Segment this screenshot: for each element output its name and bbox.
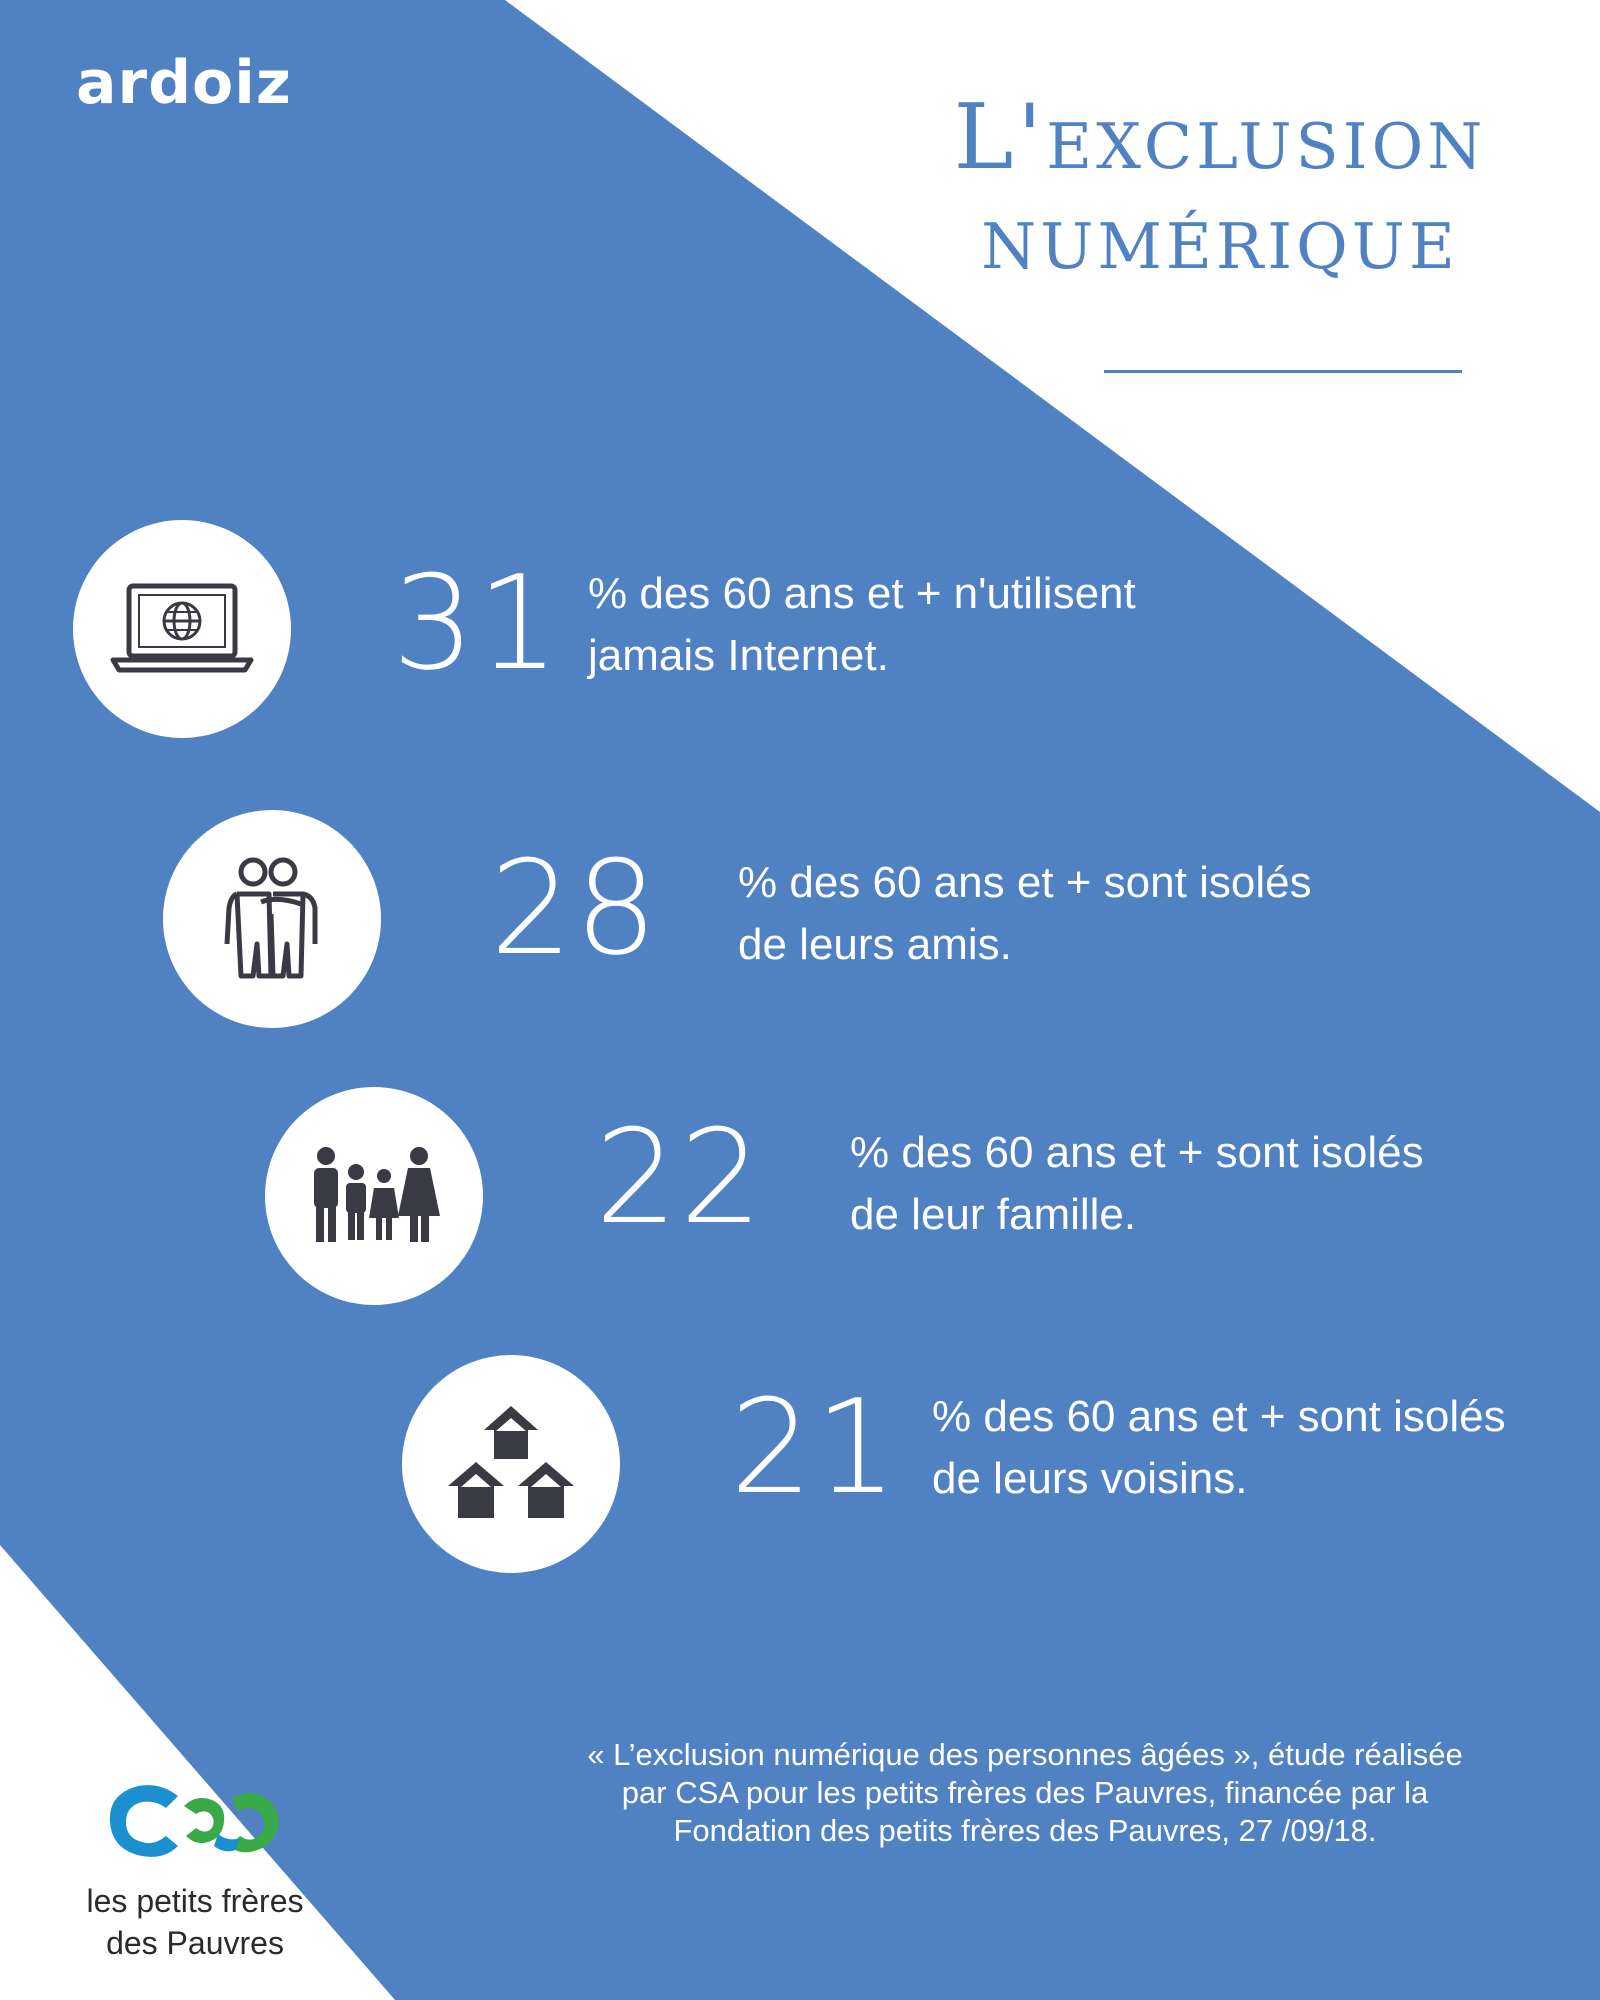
- stat-internet-text: [588, 563, 1348, 687]
- citation-line-3: Fondation des petits frères des Pauvres, 27 /09/18.: [673, 1813, 1377, 1848]
- stat-neighbors-text-line-1: % des 60 ans et + sont isolés: [932, 1392, 1506, 1441]
- page-title-line-2: numérique: [981, 185, 1459, 290]
- stat-friends-text-line-2: de leurs amis.: [738, 920, 1012, 969]
- stat-family-value: 22: [595, 1101, 765, 1253]
- organization-name-line-2: des Pauvres: [106, 1925, 284, 1961]
- stat-friends-value: 28: [490, 832, 660, 984]
- stat-internet-text-line-2: jamais Internet.: [588, 631, 889, 680]
- brand-logo: ardoiz: [76, 48, 292, 118]
- laptop-globe-icon: [107, 574, 257, 684]
- organization-name-line-1: les petits frères: [86, 1883, 304, 1919]
- organization-name: [50, 1880, 340, 1964]
- stat-family-text-line-1: % des 60 ans et + sont isolés: [850, 1128, 1424, 1177]
- friends-icon: [217, 854, 327, 984]
- stat-friends-text-line-1: % des 60 ans et + sont isolés: [738, 858, 1312, 907]
- page-title-line-1: L'exclusion: [953, 85, 1487, 190]
- stat-friends-icon-circle: [163, 810, 381, 1028]
- family-icon: [304, 1146, 444, 1246]
- stat-neighbors-text: [932, 1386, 1572, 1510]
- stat-neighbors-text-line-2: de leurs voisins.: [932, 1454, 1248, 1503]
- page-title: [900, 85, 1540, 290]
- citation-line-2: par CSA pour les petits frères des Pauvres, financée par la: [621, 1775, 1429, 1810]
- stat-friends-text: [738, 852, 1498, 976]
- stat-family-icon-circle: [265, 1087, 483, 1305]
- stat-neighbors-icon-circle: [402, 1355, 620, 1573]
- source-citation: [520, 1736, 1530, 1850]
- title-divider: [1104, 370, 1462, 373]
- citation-line-1: « L’exclusion numérique des personnes âgées », étude réalisée: [587, 1737, 1463, 1772]
- stat-internet-value: 31: [392, 547, 562, 699]
- petits-freres-logo: [100, 1776, 290, 1866]
- stat-family-text: [850, 1122, 1600, 1246]
- stat-family-text-line-2: de leur famille.: [850, 1190, 1137, 1239]
- stat-internet-icon-circle: [73, 520, 291, 738]
- houses-icon: [446, 1404, 576, 1524]
- stat-neighbors-value: 21: [730, 1371, 900, 1523]
- stat-internet-text-line-1: % des 60 ans et + n'utilisent: [588, 569, 1136, 618]
